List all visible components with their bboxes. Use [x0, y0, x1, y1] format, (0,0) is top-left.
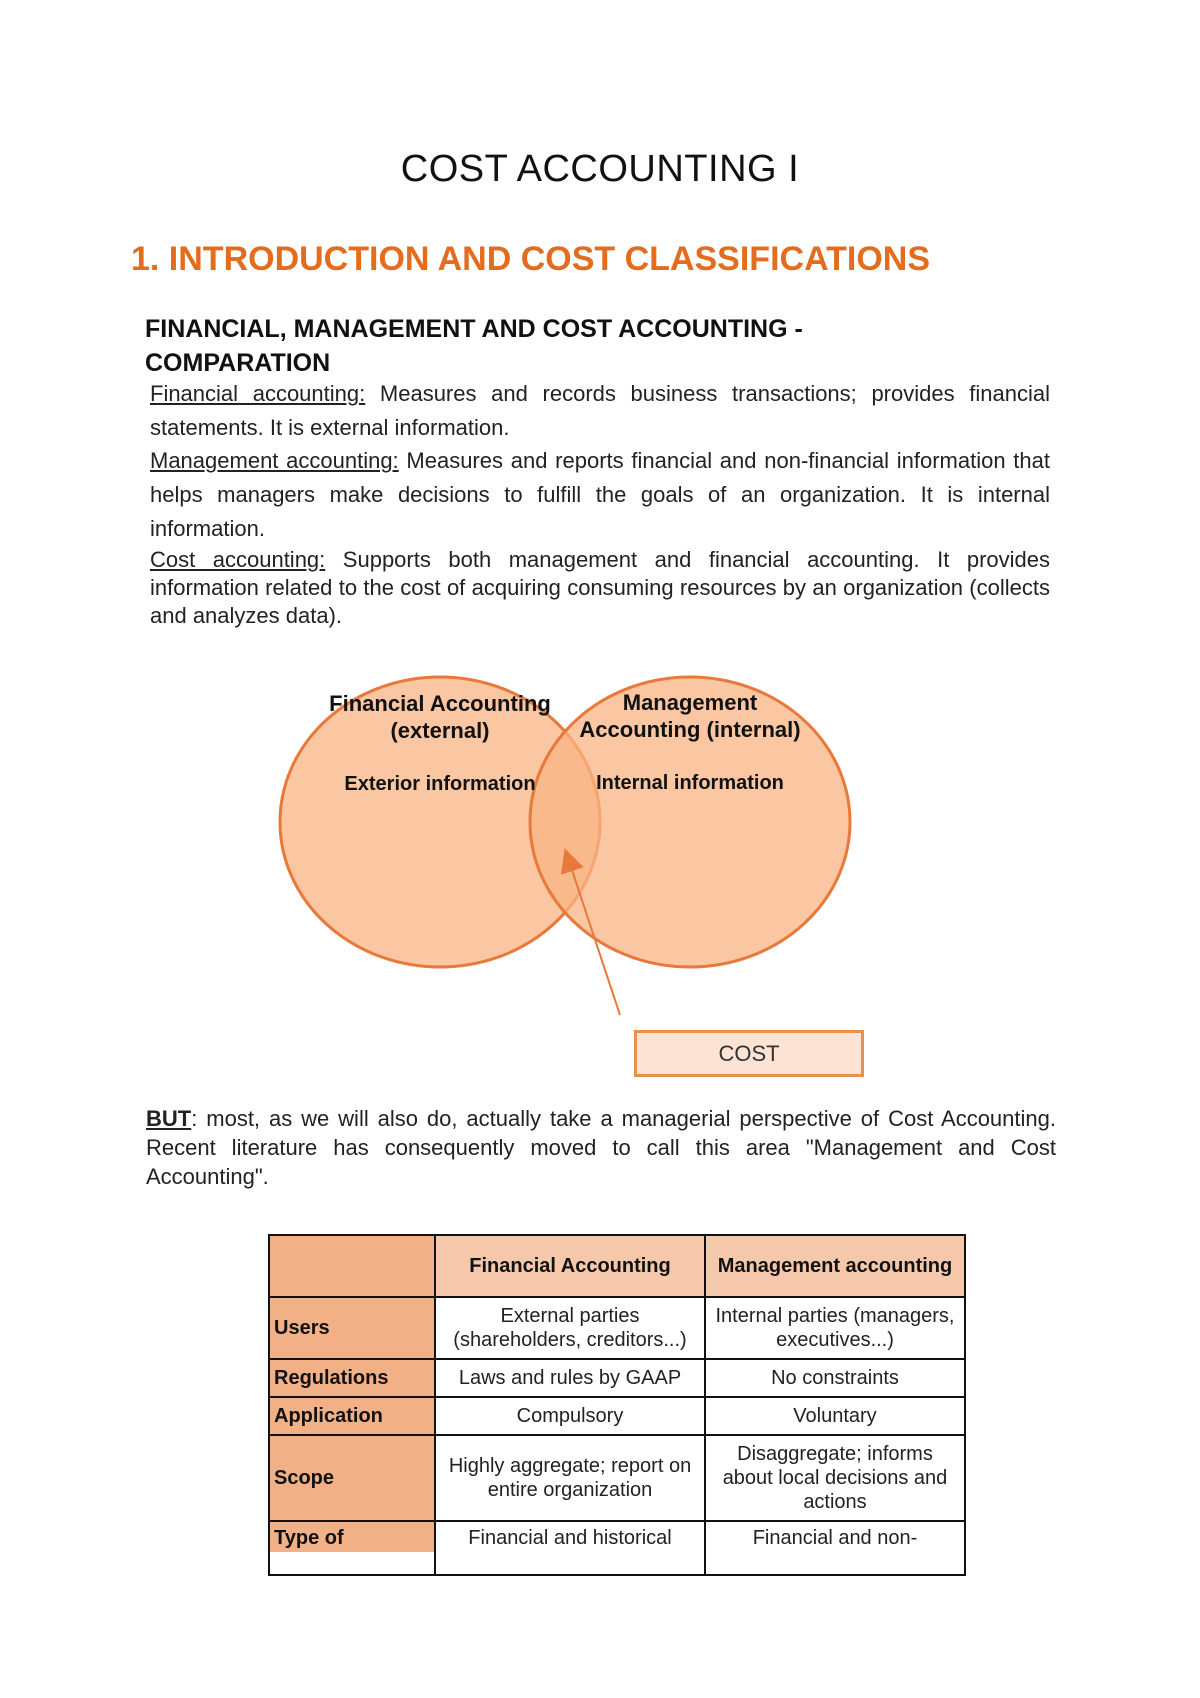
section-heading: 1. INTRODUCTION AND COST CLASSIFICATIONS [131, 240, 930, 278]
table-cell-financial: Compulsory [435, 1397, 705, 1435]
table-cell-management: Disaggregate; informs about local decisions and actions [705, 1435, 965, 1521]
table-row [269, 1297, 965, 1359]
definition-term: Cost accounting: [150, 547, 326, 572]
venn-financial-title [300, 690, 580, 744]
table-cell-financial: Financial and historical [435, 1521, 705, 1575]
cost-box: COST [634, 1030, 864, 1077]
table-row [269, 1435, 965, 1521]
table-header-row [269, 1235, 965, 1297]
definition-text: Supports both management and financial accounting. It provides information related to the cost of acquiring consuming resources by an organization (collects and analyzes data). [150, 547, 1050, 628]
venn-financial-title-line2: (external) [390, 718, 490, 743]
sub-heading: FINANCIAL, MANAGEMENT AND COST ACCOUNTING - COMPARATION [145, 315, 803, 377]
table-row-label: Regulations [269, 1359, 435, 1397]
table-row [269, 1521, 965, 1575]
definition-term: Management accounting: [150, 448, 399, 473]
venn-financial-subtitle: Exterior information [344, 773, 536, 795]
definition-term: Financial accounting: [150, 381, 366, 406]
note-text: : most, as we will also do, actually take a managerial perspective of Cost Accounting. Recent literature has consequently moved to call this area "Management and Cost Accounting". [146, 1106, 1056, 1189]
table-row-label: Users [269, 1297, 435, 1359]
table-cell-management: Voluntary [705, 1397, 965, 1435]
table-cell-management: No constraints [705, 1359, 965, 1397]
definition-text: Measures and records business transactions; provides financial statements. It is external information. [150, 381, 1050, 440]
table-cell-management: Financial and non- [705, 1521, 965, 1575]
table-cell-financial: Highly aggregate; report on entire organization [435, 1435, 705, 1521]
table-row-label: Type of [269, 1521, 435, 1575]
comparison-table [268, 1234, 966, 1576]
table-cell-financial: Laws and rules by GAAP [435, 1359, 705, 1397]
table-row-label: Application [269, 1397, 435, 1435]
venn-management-title-line2: Accounting (internal) [579, 717, 801, 742]
table-corner-cell [269, 1235, 435, 1297]
venn-management-title-line1: Management [622, 690, 758, 715]
table-header-financial: Financial Accounting [435, 1235, 705, 1297]
table-cell-financial: External parties (shareholders, creditors...) [435, 1297, 705, 1359]
table-row [269, 1397, 965, 1435]
note-lead: BUT [146, 1106, 192, 1131]
table-row [269, 1359, 965, 1397]
note-paragraph [146, 1104, 1056, 1191]
venn-management-title [560, 689, 820, 743]
document-title: COST ACCOUNTING I [400, 148, 800, 190]
venn-financial-title-line1: Financial Accounting [329, 691, 551, 716]
venn-management-subtitle: Internal information [596, 772, 784, 794]
table-header-management: Management accounting [705, 1235, 965, 1297]
table-cell-management: Internal parties (managers, executives...) [705, 1297, 965, 1359]
definition-text: Measures and reports financial and non-financial information that helps managers make decisions to fulfill the goals of an organization. It is internal information. [150, 448, 1050, 541]
table-row-label: Scope [269, 1435, 435, 1521]
